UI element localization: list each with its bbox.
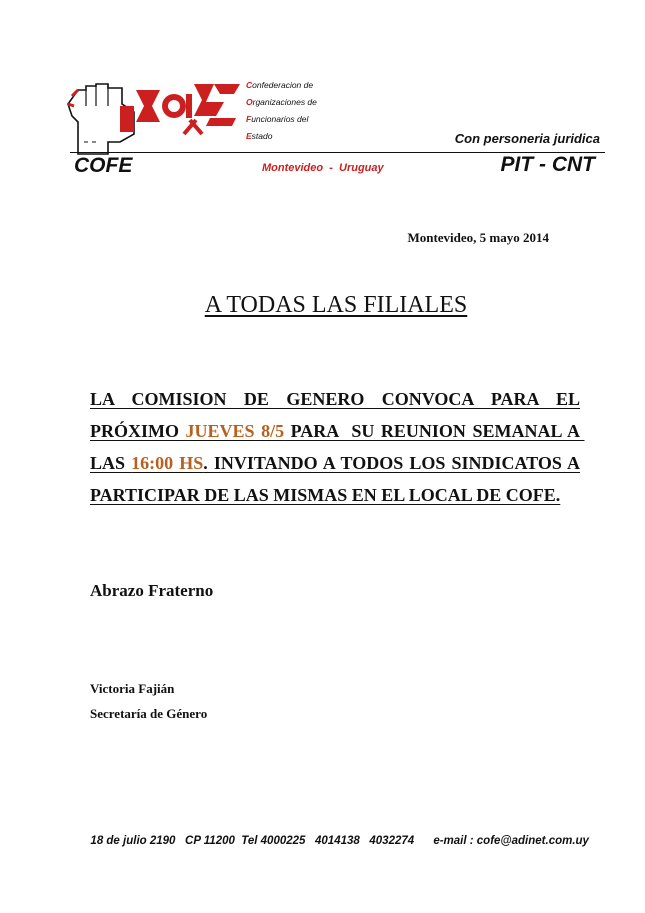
cofe-logo — [64, 76, 254, 158]
affiliation: PIT - CNT — [500, 153, 595, 176]
org-name-line — [246, 131, 272, 141]
letter-heading: A TODAS LAS FILIALES — [204, 292, 468, 318]
footer — [0, 823, 645, 847]
org-word-rest: uncionarios del — [251, 114, 309, 124]
heading-container — [0, 292, 645, 319]
org-word-rest: rganizaciones de — [252, 97, 317, 107]
signatory-role: Secretaría de Género — [90, 706, 208, 721]
footer-contact: 18 de julio 2190 CP 11200 Tel 4000225 4014138 4032274 e-mail : cofe@adinet.com.uy — [90, 835, 589, 847]
letter-body — [90, 383, 585, 511]
legal-status: Con personeria juridica — [454, 131, 600, 146]
letter-date: Montevideo, 5 mayo 2014 — [407, 230, 549, 245]
org-initial: E — [246, 131, 252, 141]
org-initial: F — [246, 114, 252, 124]
body-text: PARA SU REUNION SEMANAL A LAS — [90, 421, 585, 473]
body-text: . INVITANDO A TODOS LOS SINDICATOS A PARTICIPAR DE LAS MISMAS EN EL LOCAL DE COFE. — [90, 453, 581, 505]
org-initial: O — [246, 97, 253, 107]
org-name-line — [246, 114, 308, 124]
meeting-day: JUEVES 8/5 — [185, 421, 285, 441]
org-name-line — [246, 80, 313, 90]
body-text: LA COMISION DE GENERO CONVOCA PARA EL PRÓXIMO — [90, 389, 580, 441]
meeting-time: 16:00 HS — [131, 453, 204, 473]
signatory-name: Victoria Fajián — [90, 681, 175, 696]
org-name-line — [246, 97, 317, 107]
org-initial: C — [246, 80, 253, 90]
org-word-rest: stado — [251, 131, 273, 141]
org-short-name: COFE — [74, 154, 133, 177]
closing-greeting: Abrazo Fraterno — [90, 581, 214, 600]
org-location: Montevideo - Uruguay — [262, 162, 384, 174]
org-word-rest: onfederacion de — [252, 80, 314, 90]
